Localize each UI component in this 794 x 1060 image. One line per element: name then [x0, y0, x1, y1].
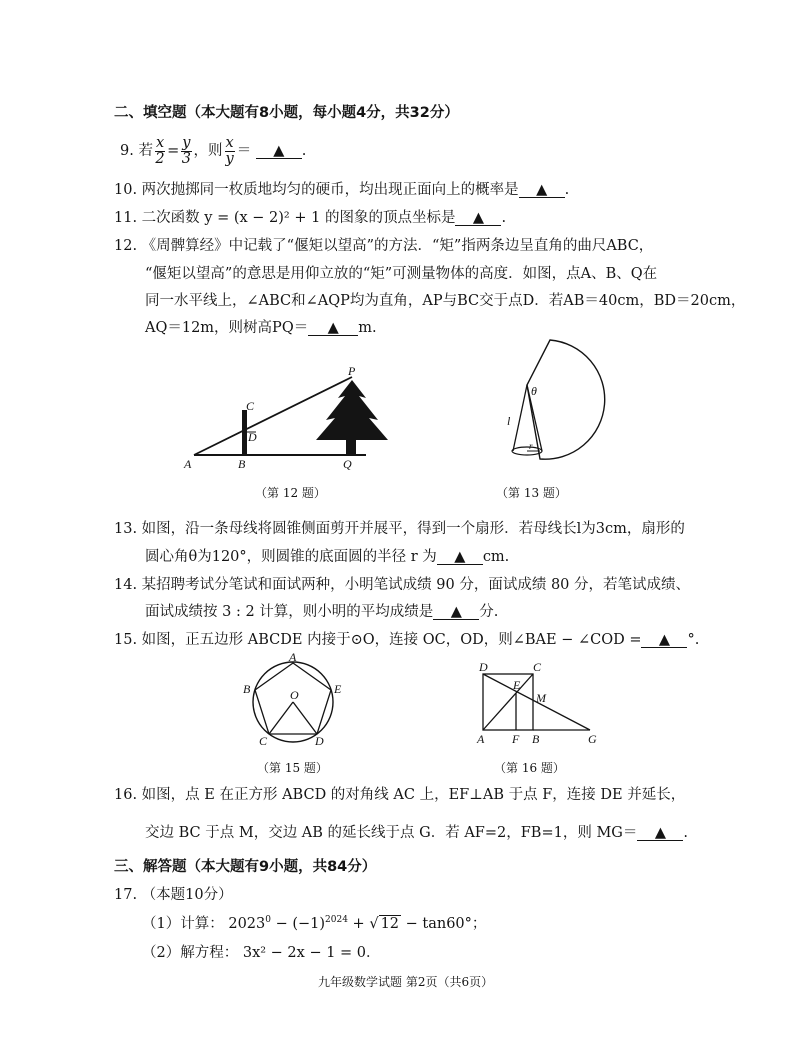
- question-12: 12. 《周髀算经》中记载了“偃矩以望高”的方法．“矩”指两条边呈直角的曲尺ABC，: [114, 238, 654, 254]
- question-number: 15.: [114, 632, 138, 648]
- label-C: C: [533, 660, 542, 674]
- question-13-line-2: 圆心角θ为120°，则圆锥的底面圆的半径 r 为 ▲ cm.: [145, 549, 510, 565]
- question-9: 9. 若 $\frac{x}{2}$ = $\frac{y}{3}$ ，则 $\frac{x}{y}$ ＝ ▲ .: [120, 134, 307, 167]
- answer-triangle-icon: ▲: [536, 182, 548, 198]
- label-Q: Q: [343, 457, 352, 471]
- question-12-line-3: 同一水平线上，∠ABC和∠AQP均为直角，AP与BC交于点D．若AB＝40cm，BD＝20cm，: [145, 293, 746, 309]
- answer-triangle-icon: ▲: [273, 143, 285, 159]
- caption-figure-15: （第 15 题）: [257, 761, 328, 775]
- question-17-part-1: （1）计算： $2023^0 - (-1)^{2024}$ + √ 12 − tan60°；: [142, 915, 487, 932]
- question-17: [114, 883, 233, 904]
- answer-blank[interactable]: [637, 826, 683, 841]
- label-D: D: [479, 660, 488, 674]
- answer-triangle-icon: ▲: [327, 320, 339, 336]
- label-A: A: [289, 650, 297, 664]
- caption-figure-13: （第 13 题）: [496, 486, 567, 500]
- question-number: 11.: [114, 210, 138, 226]
- answer-triangle-icon: ▲: [450, 604, 462, 620]
- question-14-line-2: 面试成绩按 3 : 2 计算，则小明的平均成绩是 ▲ 分.: [145, 604, 499, 620]
- answer-triangle-icon: ▲: [472, 210, 485, 226]
- label-O: O: [290, 688, 299, 702]
- question-13: 13. 如图，沿一条母线将圆锥侧面剪开并展平，得到一个扇形．若母线长l为3cm，扇形的: [114, 521, 685, 537]
- question-score: （本题10分）: [141, 887, 233, 903]
- answer-triangle-icon: ▲: [658, 632, 671, 648]
- label-B: B: [532, 732, 540, 746]
- fraction-x-over-y: $\frac{x}{y}$: [225, 134, 234, 167]
- section-heading-fill-in: 二、填空题（本大题有8小题，每小题4分，共32分）: [114, 105, 459, 121]
- label-D: D: [315, 734, 324, 748]
- caption-figure-16: （第 16 题）: [494, 761, 565, 775]
- question-number: 14.: [114, 577, 138, 593]
- question-number: 16.: [114, 787, 138, 803]
- answer-triangle-icon: ▲: [454, 549, 466, 565]
- question-17-part-2: （2）解方程： 3x² − 2x − 1 = 0．: [142, 945, 381, 961]
- fraction-x-over-2: $\frac{x}{2}$: [155, 134, 165, 167]
- question-12-line-4: AQ＝12m，则树高PQ＝ ▲ m.: [145, 320, 377, 336]
- question-11: 11. 二次函数 y = (x − 2)² + 1 的图象的顶点坐标是 ▲ .: [114, 210, 507, 226]
- question-number: 12.: [114, 238, 138, 254]
- label-B: B: [238, 457, 246, 471]
- question-10: 10. 两次抛掷同一枚质地均匀的硬币，均出现正面向上的概率是 ▲ .: [114, 182, 570, 198]
- label-P: P: [348, 364, 356, 378]
- question-number: 9.: [120, 143, 134, 159]
- question-number: 10.: [114, 182, 138, 198]
- question-16-line-2: 交边 BC 于点 M，交边 AB 的延长线于点 G．若 AF=2，FB=1，则 MG＝ ▲ .: [145, 825, 688, 841]
- question-16: 16. 如图，点 E 在正方形 ABCD 的对角线 AC 上，EF⊥AB 于点 F，连接 DE 并延长，: [114, 787, 686, 803]
- question-15: 15. 如图，正五边形 ABCDE 内接于⊙O，连接 OC，OD，则∠BAE − ∠COD = ▲ °.: [114, 632, 700, 648]
- question-14: 14. 某招聘考试分笔试和面试两种，小明笔试成绩 90 分，面试成绩 80 分，若笔试成绩、: [114, 577, 691, 593]
- answer-triangle-icon: ▲: [654, 825, 666, 841]
- label-M: M: [536, 691, 546, 705]
- page-footer: 九年级数学试题 第2页（共6页）: [318, 975, 494, 989]
- section-heading-solutions: 三、解答题（本大题有9小题，共84分）: [114, 859, 377, 875]
- label-A: A: [184, 457, 192, 471]
- fraction-y-over-3: $\frac{y}{3}$: [181, 134, 192, 167]
- label-E: E: [334, 682, 342, 696]
- question-number: 17.: [114, 887, 138, 903]
- caption-figure-12: （第 12 题）: [255, 486, 326, 500]
- label-r: r: [529, 441, 533, 451]
- label-E: E: [513, 678, 521, 692]
- label-F: F: [512, 732, 520, 746]
- label-C: C: [246, 399, 255, 413]
- label-A: A: [477, 732, 485, 746]
- label-theta: θ: [531, 384, 537, 398]
- label-l: l: [507, 414, 511, 428]
- question-12-line-2: “偃矩以望高”的意思是用仰立放的“矩”可测量物体的高度．如图，点A、B、Q在: [145, 266, 658, 282]
- label-D: D: [248, 430, 257, 444]
- label-C: C: [259, 734, 268, 748]
- label-G: G: [588, 732, 597, 746]
- question-number: 13.: [114, 521, 138, 537]
- label-B: B: [243, 682, 251, 696]
